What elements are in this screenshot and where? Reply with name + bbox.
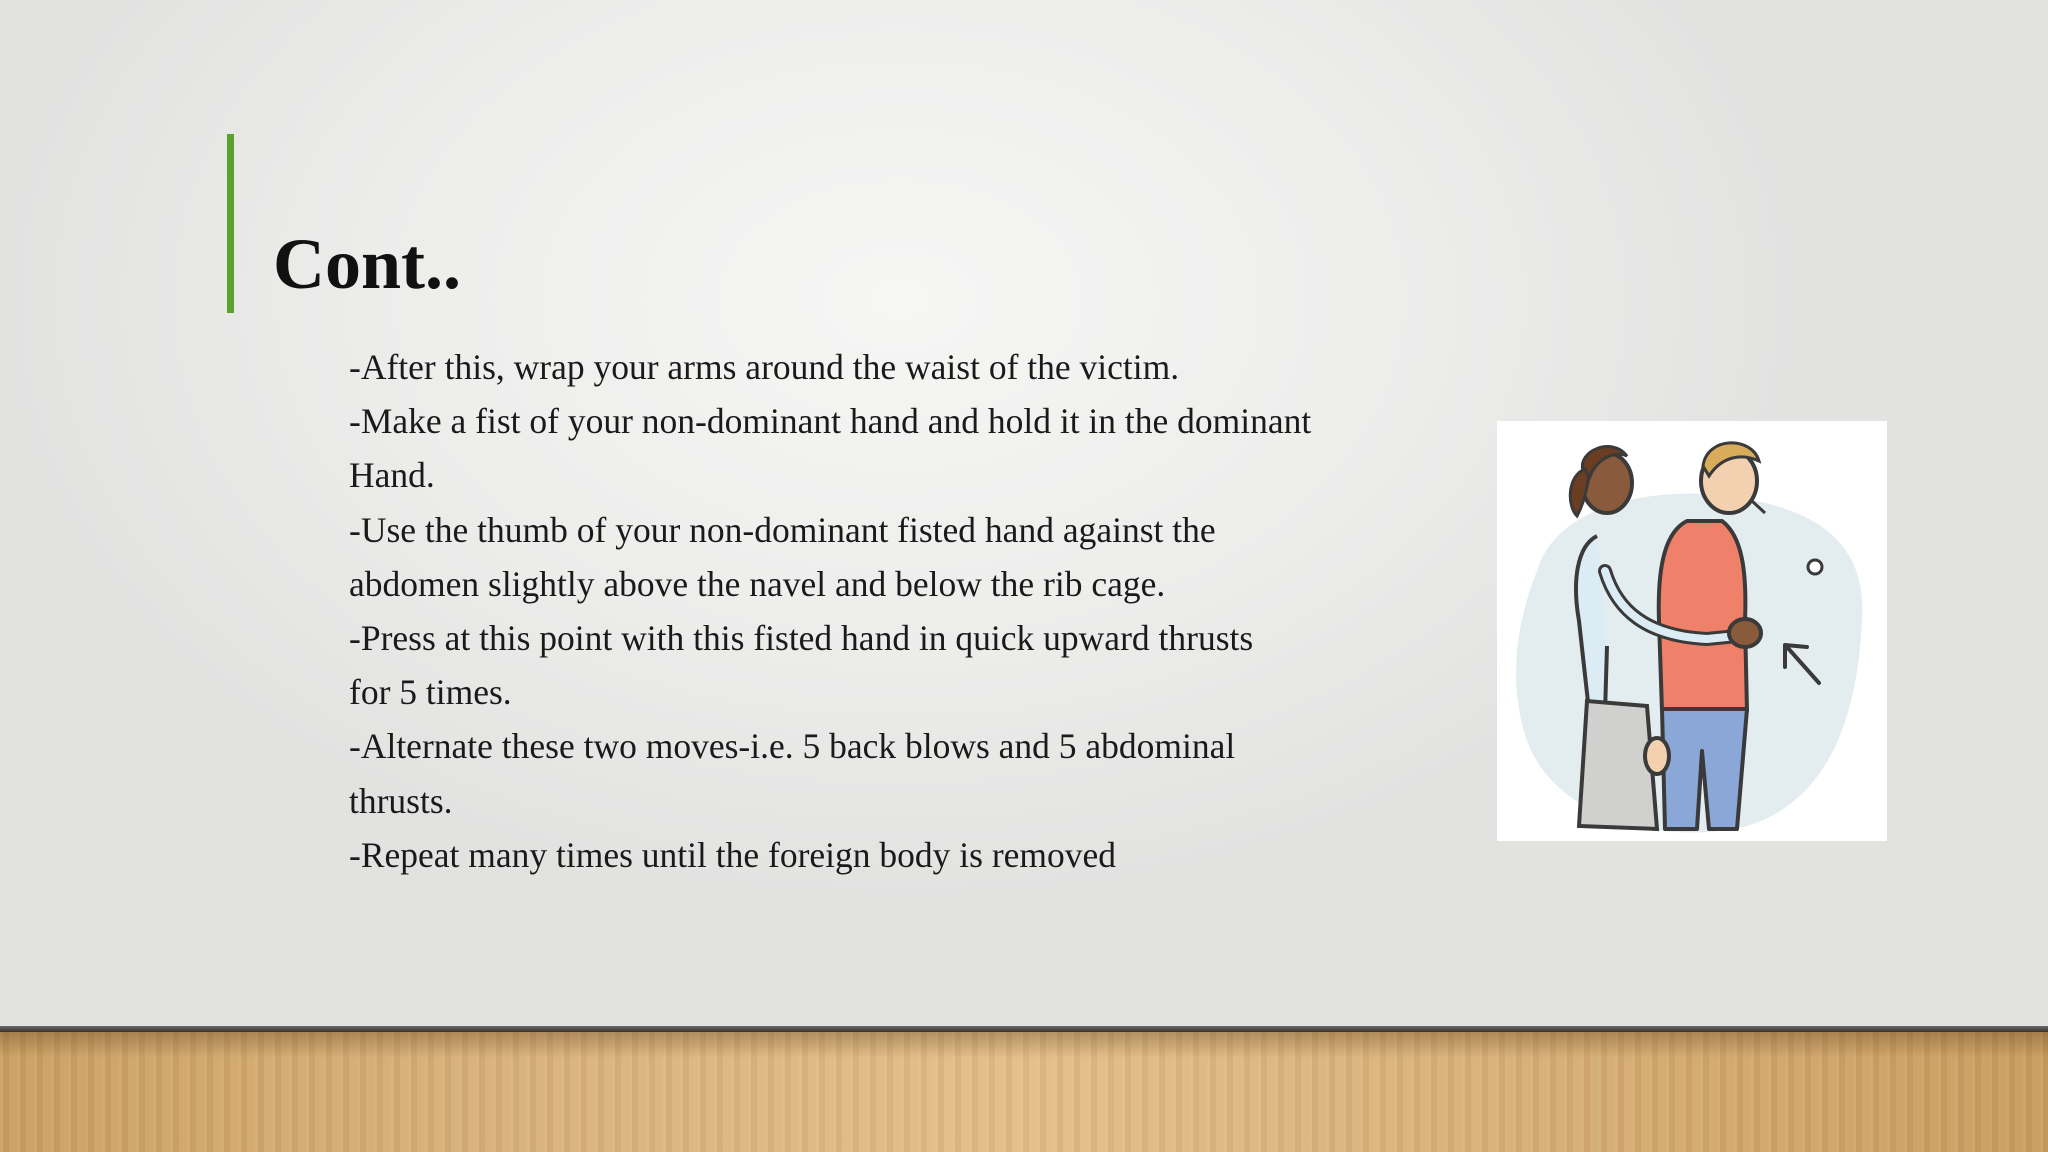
body-line: -Use the thumb of your non-dominant fisted hand against the bbox=[349, 509, 1216, 550]
body-line: thrusts. bbox=[349, 780, 453, 821]
heimlich-maneuver-illustration bbox=[1497, 421, 1887, 841]
body-line: -Make a fist of your non-dominant hand and hold it in the dominant bbox=[349, 401, 1312, 442]
body-text bbox=[349, 340, 1479, 882]
body-line: Hand. bbox=[349, 455, 435, 496]
body-line: for 5 times. bbox=[349, 672, 512, 713]
title-accent-bar bbox=[227, 134, 234, 313]
body-line: -After this, wrap your arms around the waist of the victim. bbox=[349, 347, 1180, 387]
body-line: abdomen slightly above the navel and below the rib cage. bbox=[349, 563, 1166, 604]
body-line: -Alternate these two moves-i.e. 5 back blows and 5 abdominal bbox=[349, 726, 1236, 767]
wood-floor bbox=[0, 1032, 2048, 1152]
body-line: -Press at this point with this fisted hand in quick upward thrusts bbox=[349, 618, 1254, 659]
slide-title: Cont.. bbox=[273, 224, 462, 304]
body-line: -Repeat many times until the foreign body is removed bbox=[349, 834, 1117, 875]
